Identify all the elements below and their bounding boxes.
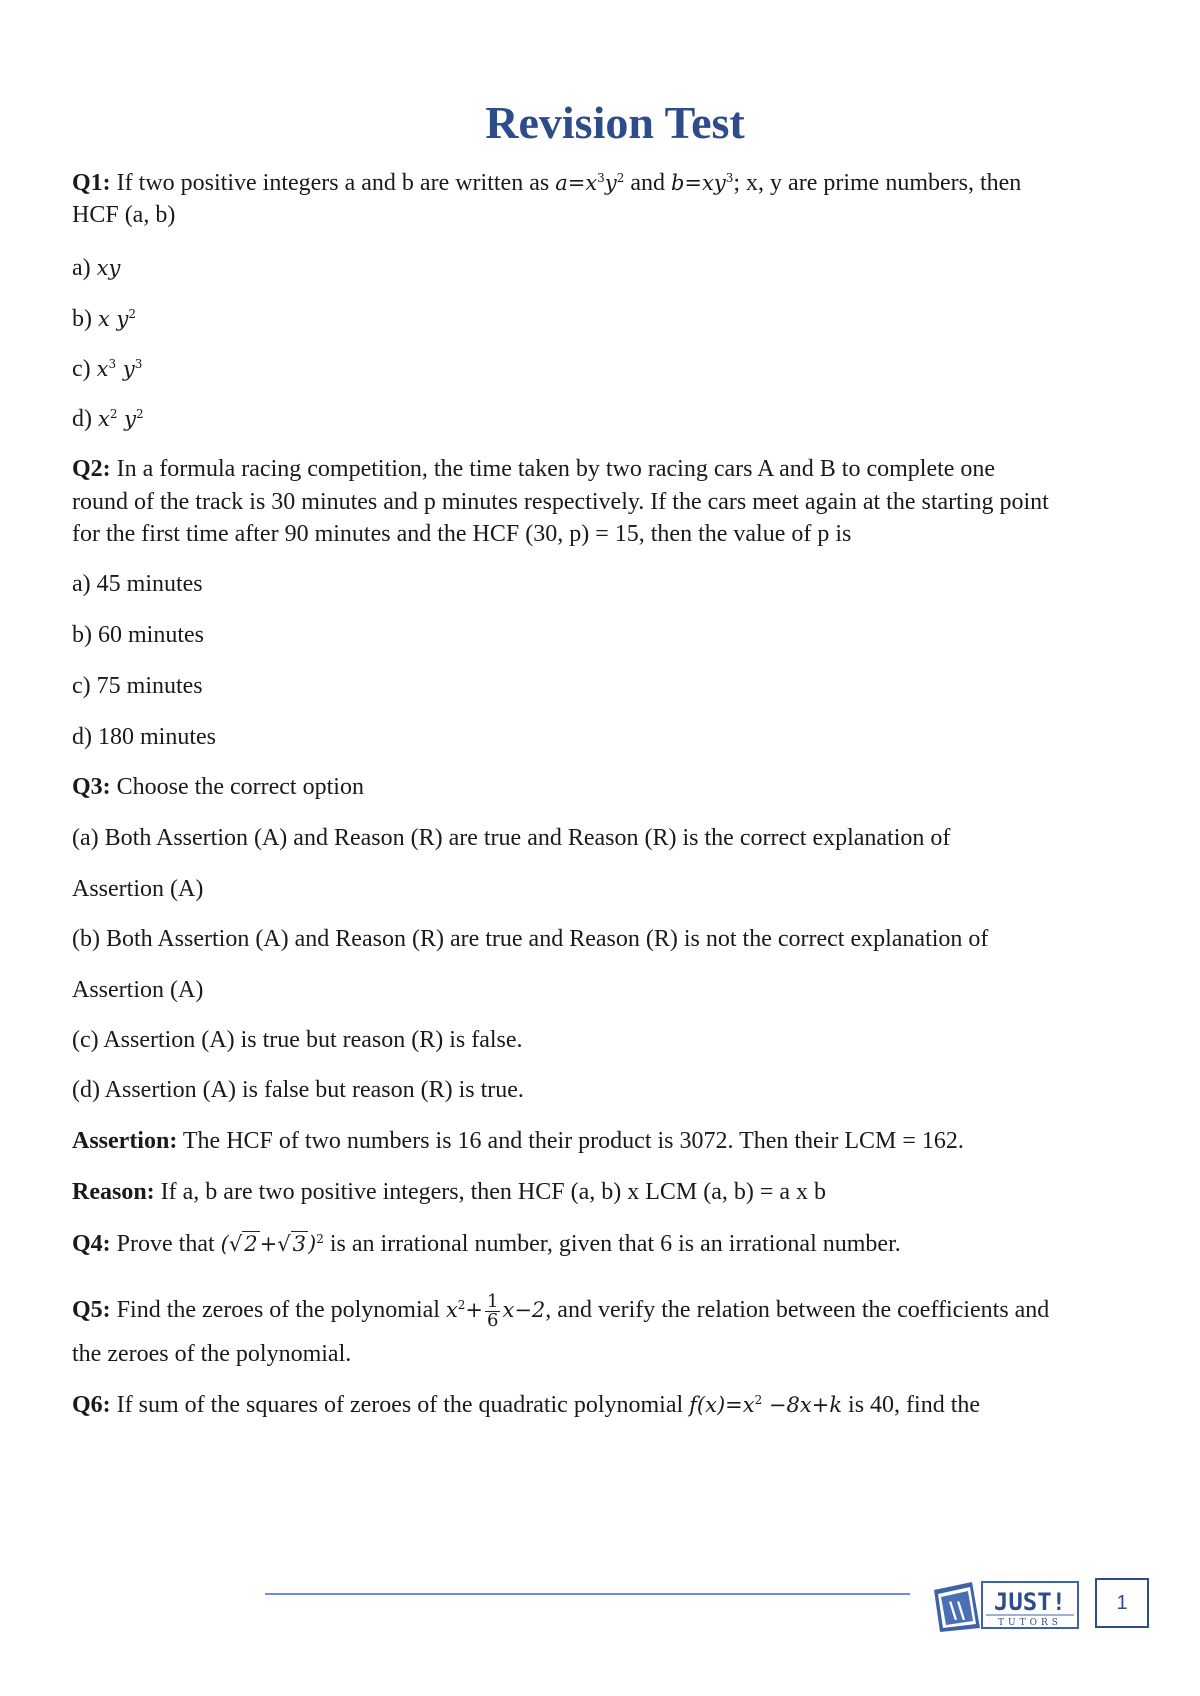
q3-option-b-cont: Assertion (A)	[72, 977, 204, 1003]
q1-option-d: d) $x^2$ $y^2$	[72, 406, 144, 432]
q1-option-c: c) $x^3$ $y^3$	[72, 356, 143, 382]
q4-label: Q4:	[72, 1231, 111, 1257]
q1-text-a: If two positive integers a and b are written as	[110, 170, 556, 196]
q3-option-c: (c) Assertion (A) is true but reason (R) is false.	[72, 1027, 523, 1053]
q2-option-c: c) 75 minutes	[72, 673, 203, 699]
logo-subtext: TUTORS	[998, 1618, 1062, 1628]
q1-text-b: and	[624, 170, 671, 196]
just-tutors-logo	[932, 1578, 1082, 1632]
q4-math: $(√2+√3)^2$	[220, 1232, 324, 1256]
q1-math-b: $b=xy^3$	[670, 171, 734, 195]
q3-assertion: Assertion: The HCF of two numbers is 16 and their product is 3072. Then their LCM = 162.	[72, 1128, 964, 1154]
q3-option-b: (b) Both Assertion (A) and Reason (R) are true and Reason (R) is not the correct explanation of	[72, 926, 989, 952]
page-title: Revision Test	[485, 97, 745, 148]
q2-line-1: Q2: In a formula racing competition, the time taken by two racing cars A and B to complete one	[72, 456, 996, 482]
q5-line-1: Q5: Find the zeroes of the polynomial $x^2+$ $\frac{1}{6}$ x−2, and verify the relation between the coefficients and	[72, 1291, 1050, 1331]
q5-line-2: the zeroes of the polynomial.	[72, 1341, 352, 1367]
q6-math: $f(x)=x^2 -8x+k$	[689, 1393, 843, 1417]
q1-option-a: a) xy	[72, 255, 121, 281]
footer-divider	[265, 1593, 910, 1595]
q1-line-1	[72, 168, 1021, 198]
q3-reason: Reason: If a, b are two positive integers, then HCF (a, b) x LCM (a, b) = a x b	[72, 1179, 827, 1205]
q1-option-b: b) x $y^2$	[72, 306, 137, 332]
q3-label: Q3:	[72, 774, 111, 800]
page-number: 1	[1095, 1578, 1149, 1628]
q1-label: Q1:	[72, 170, 111, 196]
q3-line: Q3: Choose the correct option	[72, 774, 364, 800]
q4-line: Q4: Prove that $(√2+√3)^2$ is an irrational number, given that 6 is an irrational number.	[72, 1231, 901, 1257]
q2-line-2: round of the track is 30 minutes and p minutes respectively. If the cars meet again at the starting point	[72, 489, 1049, 515]
q3-option-d: (d) Assertion (A) is false but reason (R) is true.	[72, 1077, 524, 1103]
q1-math-a: $a=x^3y^2$	[555, 171, 625, 195]
q2-option-a: a) 45 minutes	[72, 571, 203, 597]
q1-text-c: ; x, y are prime numbers, then	[733, 170, 1022, 196]
svg-text:\\: \\	[949, 1599, 966, 1624]
q2-option-d: d) 180 minutes	[72, 724, 216, 750]
q1-line-2: HCF (a, b)	[72, 202, 176, 228]
q3-option-a-cont: Assertion (A)	[72, 876, 204, 902]
q6-label: Q6:	[72, 1392, 111, 1418]
q5-label: Q5:	[72, 1297, 111, 1323]
q5-math: $x^2+$ $\frac{1}{6}$ x−2	[445, 1291, 546, 1331]
logo-wordmark: JUST!	[993, 1588, 1067, 1616]
q6-line: Q6: If sum of the squares of zeroes of the quadratic polynomial $f(x)=x^2 -8x+k$ is 40, find the	[72, 1392, 981, 1418]
q3-option-a: (a) Both Assertion (A) and Reason (R) are true and Reason (R) is the correct explanation of	[72, 825, 951, 851]
q2-line-3: for the first time after 90 minutes and the HCF (30, p) = 15, then the value of p is	[72, 521, 852, 547]
q2-label: Q2:	[72, 456, 111, 482]
q2-option-b: b) 60 minutes	[72, 622, 204, 648]
